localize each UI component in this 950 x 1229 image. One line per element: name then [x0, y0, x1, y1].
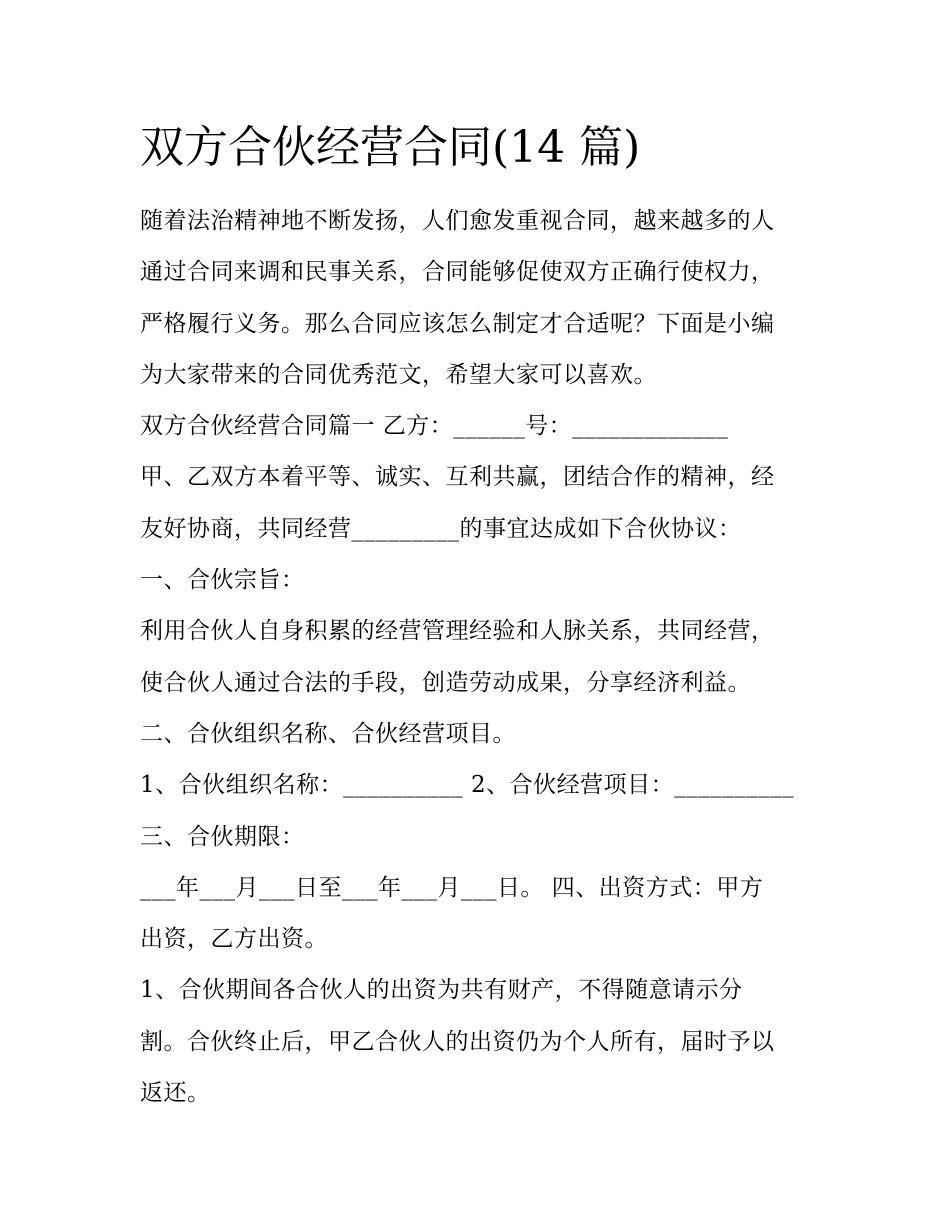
section-heading: 二、合伙组织名称、合伙经营项目。 [140, 720, 516, 747]
contract-heading-line: 双方合伙经营合同篇一 乙方：______号：_____________ [140, 413, 729, 440]
body-line: 1、合伙组织名称：__________ 2、合伙经营项目：__________ [140, 772, 795, 799]
body-line: 通过合同来调和民事关系，合同能够促使双方正确行使权力， [140, 259, 775, 286]
body-line: 为大家带来的合同优秀范文，希望大家可以喜欢。 [140, 361, 657, 388]
body-line: 甲、乙双方本着平等、诚实、互利共赢，团结合作的精神，经 [140, 464, 775, 491]
body-line: ___年___月___日至___年___月___日。 四、出资方式：甲方 [140, 874, 764, 901]
body-line: 利用合伙人自身积累的经营管理经验和人脉关系，共同经营， [140, 618, 775, 645]
body-line: 返还。 [140, 1080, 211, 1107]
body-line: 出资，乙方出资。 [140, 926, 328, 953]
document-body [140, 196, 820, 1119]
body-line: 友好协商，共同经营_________的事宜达成如下合伙协议： [140, 515, 742, 542]
document-title: 双方合伙经营合同(14 篇) [140, 122, 641, 173]
body-line: 使合伙人通过合法的手段，创造劳动成果，分享经济利益。 [140, 669, 751, 696]
body-line: 1、合伙期间各合伙人的出资为共有财产，不得随意请示分 [140, 977, 743, 1004]
section-heading: 一、合伙宗旨： [140, 567, 305, 594]
body-line: 割。合伙终止后，甲乙合伙人的出资仍为个人所有，届时予以 [140, 1028, 775, 1055]
section-heading: 三、合伙期限： [140, 823, 305, 850]
body-line: 随着法治精神地不断发扬，人们愈发重视合同，越来越多的人 [140, 208, 775, 234]
body-line: 严格履行义务。那么合同应该怎么制定才合适呢？下面是小编 [140, 310, 775, 337]
